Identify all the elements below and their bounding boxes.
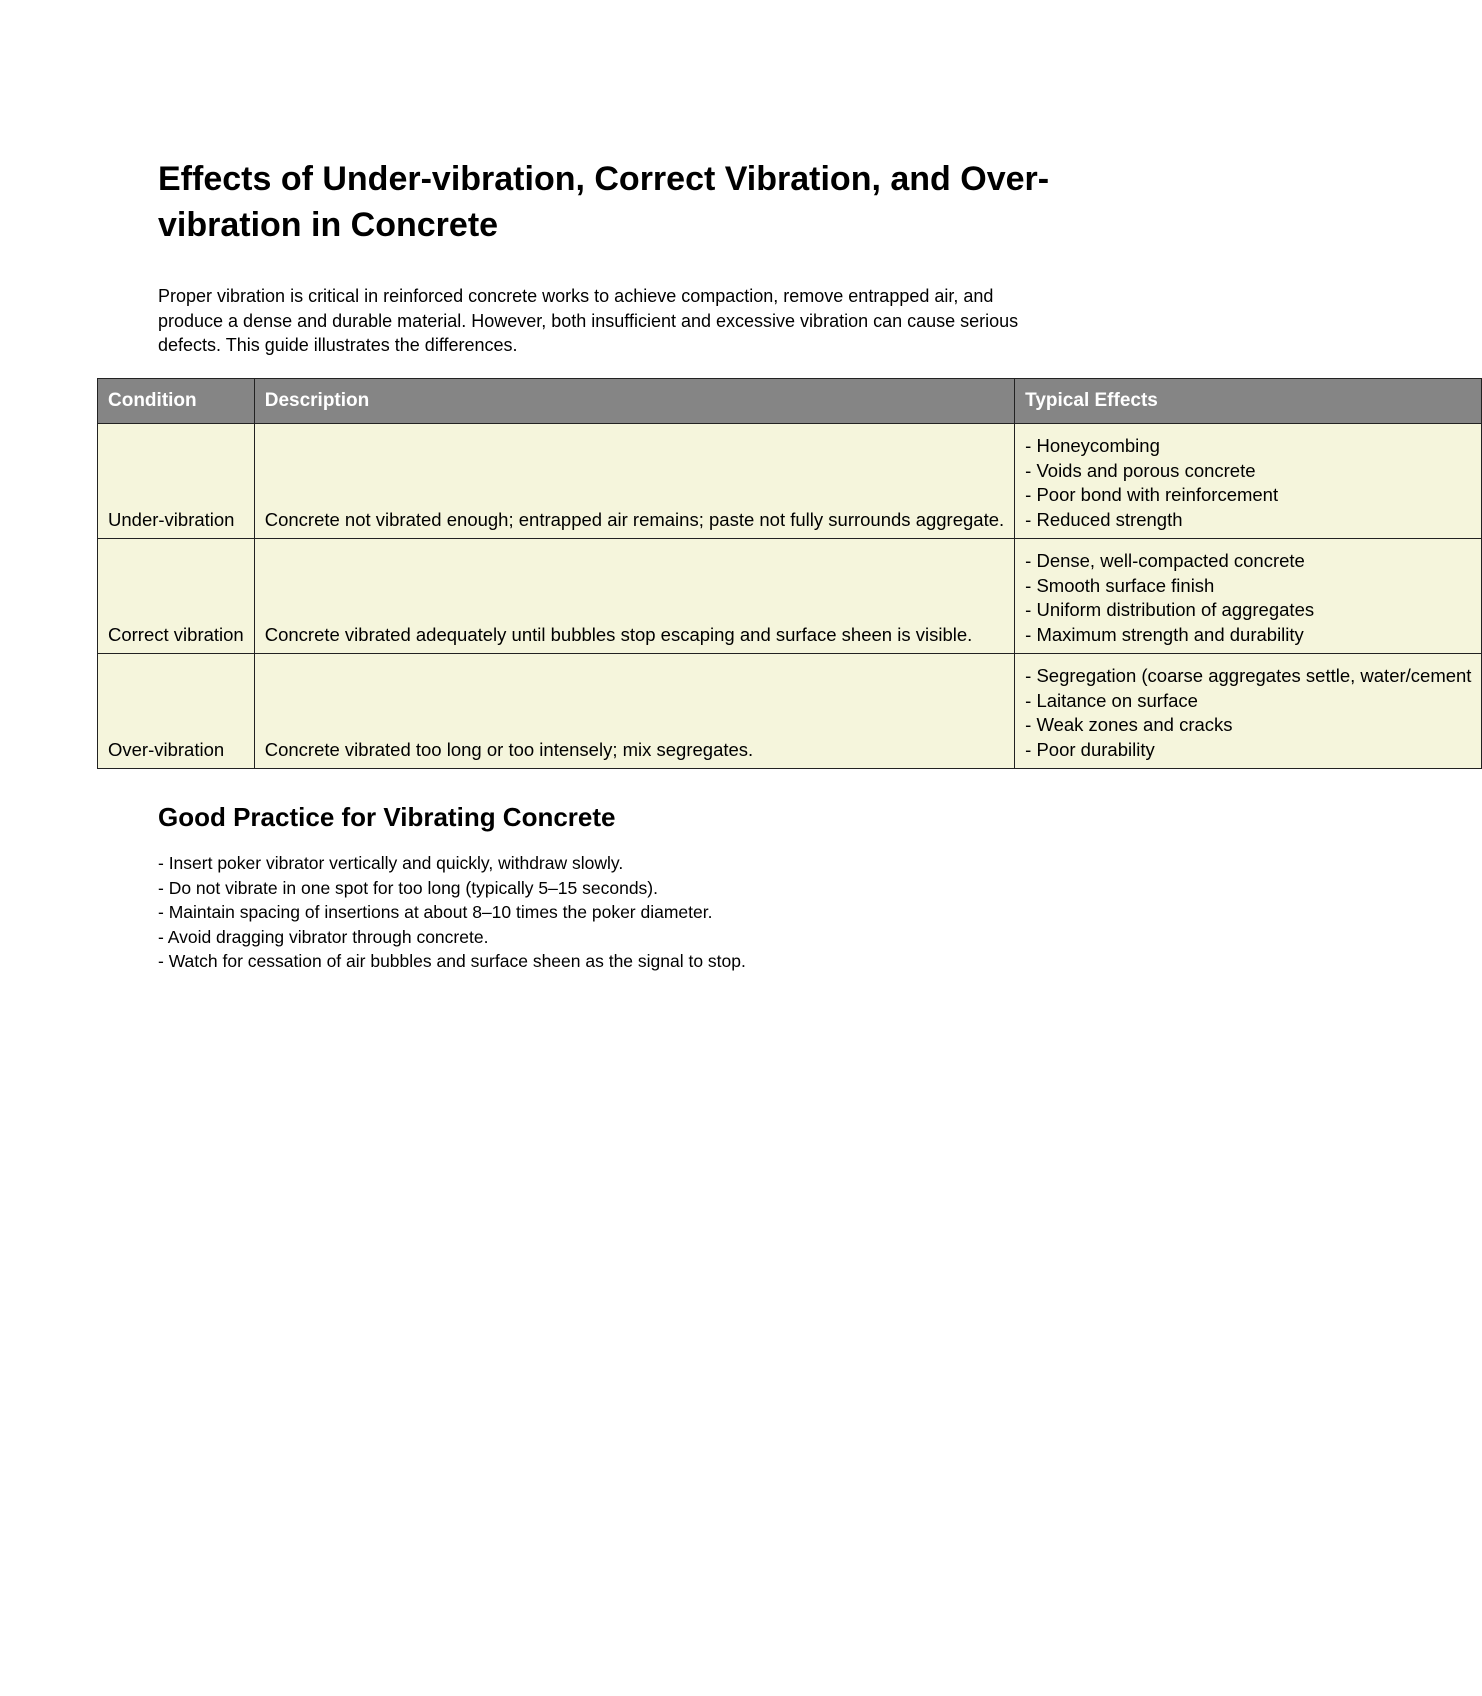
effect-item: - Dense, well-compacted concrete [1025, 550, 1305, 571]
good-practice-heading: Good Practice for Vibrating Concrete [158, 802, 616, 832]
list-item: - Watch for cessation of air bubbles and surface sheen as the signal to stop. [158, 951, 746, 971]
effect-item: - Weak zones and cracks [1025, 714, 1233, 735]
condition-cell: Over-vibration [98, 654, 255, 769]
table-header-row [98, 379, 1482, 424]
description-cell: Concrete vibrated adequately until bubbles stop escaping and surface sheen is visible. [254, 539, 1014, 654]
header-description: Description [254, 379, 1014, 424]
effect-item: - Reduced strength [1025, 508, 1183, 530]
list-item: - Maintain spacing of insertions at about 8–10 times the poker diameter. [158, 902, 713, 922]
effect-item: - Honeycombing [1025, 435, 1160, 456]
list-item: - Insert poker vibrator vertically and quickly, withdraw slowly. [158, 853, 624, 873]
effects-cell [1015, 424, 1482, 539]
description-cell: Concrete not vibrated enough; entrapped air remains; paste not fully surrounds aggregate. [254, 424, 1014, 539]
effect-item: - Voids and porous concrete [1025, 459, 1256, 481]
condition-cell: Under-vibration [98, 424, 255, 539]
table-row [98, 654, 1482, 769]
condition-cell: Correct vibration [98, 539, 255, 654]
description-cell: Concrete vibrated too long or too intensely; mix segregates. [254, 654, 1014, 769]
effects-cell [1015, 654, 1482, 769]
header-typical-effects: Typical Effects [1015, 379, 1482, 424]
table-row [98, 424, 1482, 539]
effect-item: - Uniform distribution of aggregates [1025, 599, 1315, 620]
list-item: - Avoid dragging vibrator through concrete. [158, 926, 489, 947]
intro-paragraph: Proper vibration is critical in reinforced concrete works to achieve compaction, remove entrapped air, and produce a dense and durable material. However, both insufficient and excessive vibration can cause serious defects. This guide illustrates the differences. [158, 286, 1019, 355]
effect-item: - Maximum strength and durability [1025, 623, 1304, 645]
effect-item: - Segregation (coarse aggregates settle, water/cement [1025, 665, 1472, 686]
effect-item: - Laitance on surface [1025, 689, 1198, 711]
effect-item: - Poor durability [1025, 738, 1155, 760]
effect-item: - Poor bond with reinforcement [1025, 484, 1279, 505]
good-practice-list [158, 851, 1058, 974]
effects-cell [1015, 539, 1482, 654]
list-item: - Do not vibrate in one spot for too long (typically 5–15 seconds). [158, 877, 658, 898]
header-condition: Condition [98, 379, 255, 424]
vibration-effects-table [97, 378, 1482, 769]
table-row [98, 539, 1482, 654]
page-title: Effects of Under-vibration, Correct Vibration, and Over-vibration in Concrete [158, 160, 1050, 244]
effect-item: - Smooth surface finish [1025, 574, 1215, 596]
